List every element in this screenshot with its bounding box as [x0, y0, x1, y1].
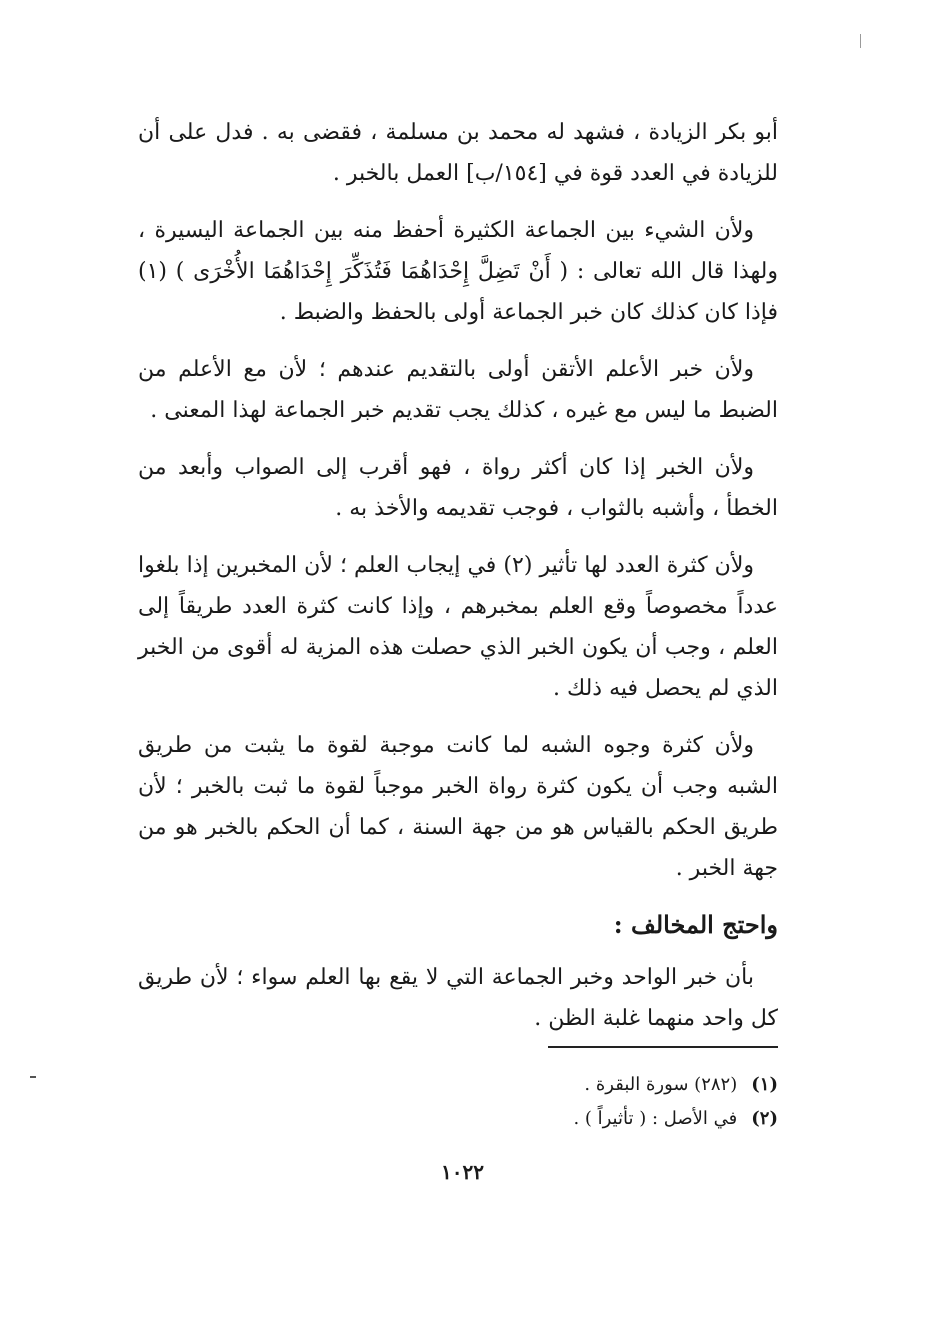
paragraph-6: ولأن كثرة وجوه الشبه لما كانت موجبة لقوة ما يثبت من طريق الشبه وجب أن يكون كثرة رواة الخبر موجباً لقوة ما ثبت بالخبر ؛ لأن طريق الحكم بالقياس هو من جهة السنة ، كما أن الحكم بالخبر هو من جهة الخبر .	[138, 733, 778, 881]
footnote-1	[400, 1068, 778, 1102]
footnote-text: (٢٨٢) سورة البقرة .	[584, 1074, 738, 1095]
paragraph-5: ولأن كثرة العدد لها تأثير (٢) في إيجاب العلم ؛ لأن المخبرين إذا بلغوا عدداً مخصوصاً وقع العلم بمخبرهم ، وإذا كانت كثرة العدد طريقاً إلى العلم ، وجب أن يكون الخبر الذي حصلت هذه المزية له أقوى من الخبر الذي لم يحصل فيه ذلك .	[138, 553, 778, 701]
paragraph-4: ولأن الخبر إذا كان أكثر رواة ، فهو أقرب إلى الصواب وأبعد من الخطأ ، وأشبه بالثواب ، فوجب تقديمه والأخذ به .	[138, 455, 778, 521]
footnotes	[400, 1068, 778, 1136]
paragraph-2: ولأن الشيء بين الجماعة الكثيرة أحفظ منه بين الجماعة اليسيرة ، ولهذا قال الله تعالى : ( أَنْ تَضِلَّ إِحْدَاهُمَا فَتُذَكِّرَ إِحْدَاهُمَا الأُخْرَى ) (١) فإذا كان كذلك كان خبر الجماعة أولى بالحفظ والضبط .	[138, 218, 778, 325]
footnote-divider	[548, 1046, 778, 1048]
footnote-number: (١)	[751, 1074, 778, 1095]
footnote-number: (٢)	[751, 1108, 778, 1129]
section-heading: واحتج المخالف :	[613, 910, 778, 939]
scan-mark-top	[860, 34, 861, 48]
main-text	[138, 112, 778, 1055]
footnote-2	[400, 1102, 778, 1136]
paragraph-3: ولأن خبر الأعلم الأتقن أولى بالتقديم عندهم ؛ لأن مع الأعلم من الضبط ما ليس مع غيره ، كذلك يجب تقديم خبر الجماعة لهذا المعنى .	[138, 357, 778, 423]
scan-mark-left	[30, 1076, 36, 1078]
paragraph-1: أبو بكر الزيادة ، فشهد له محمد بن مسلمة ، فقضى به . فدل على أن للزيادة في العدد قوة في [١٥٤/ب] العمل بالخبر .	[138, 120, 778, 186]
page-number: ١٠٢٢	[441, 1160, 484, 1184]
closing-paragraph: بأن خبر الواحد وخبر الجماعة التي لا يقع بها العلم سواء ؛ لأن طريق كل واحد منهما غلبة الظن .	[138, 965, 778, 1031]
footnote-text: في الأصل : ( تأثيراً ) .	[573, 1108, 738, 1129]
